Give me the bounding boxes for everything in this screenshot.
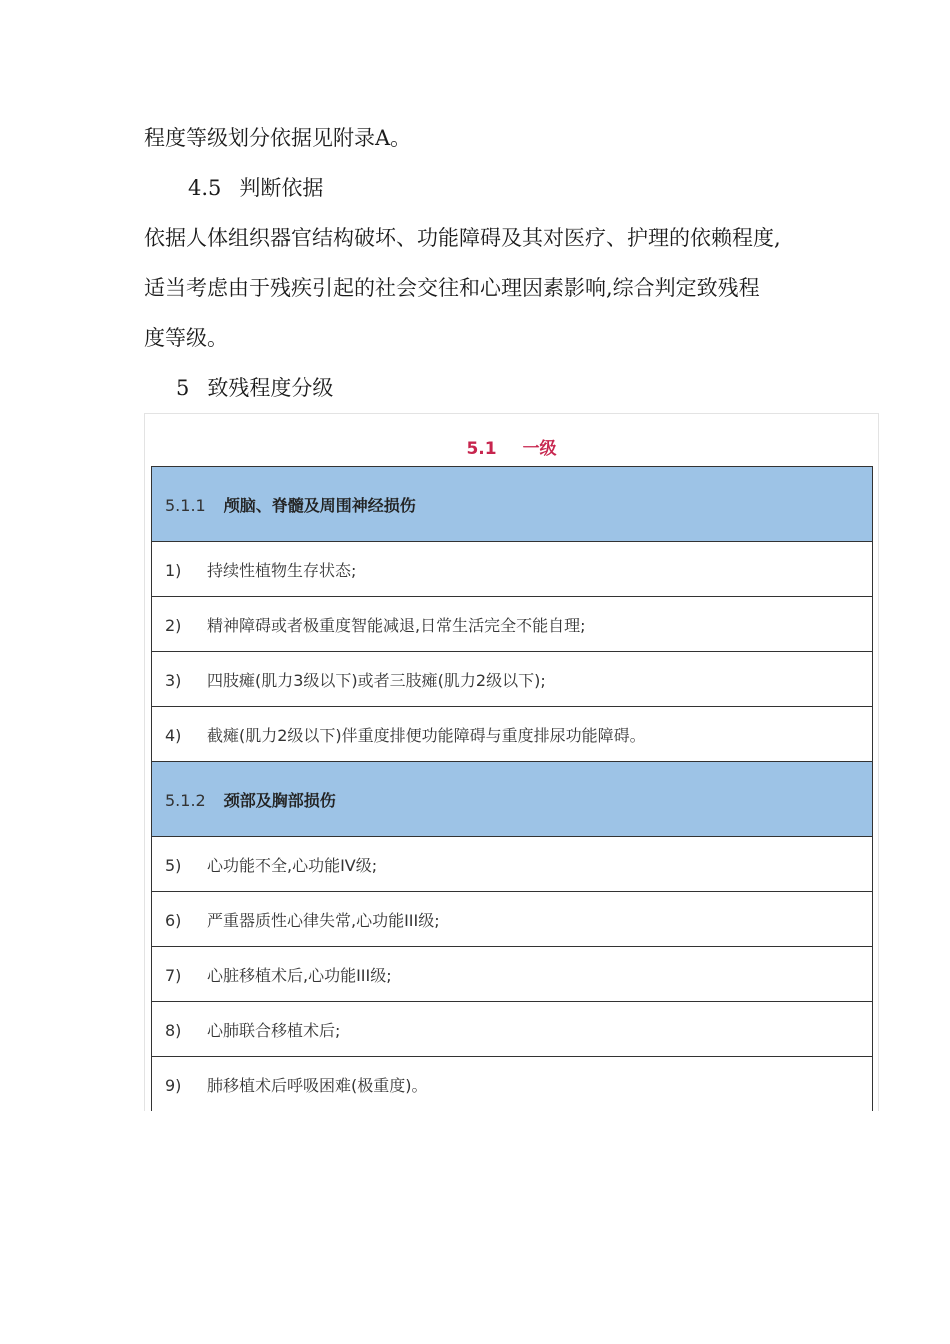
disability-grade-panel xyxy=(144,413,879,1111)
item-number: 1) xyxy=(165,560,182,580)
table-row xyxy=(152,542,873,597)
heading-4-5 xyxy=(188,172,323,202)
item-number: 9) xyxy=(165,1075,182,1095)
section-title: 颅脑、脊髓及周围神经损伤 xyxy=(223,495,416,515)
panel-title xyxy=(145,434,878,459)
paragraph-line: 程度等级划分依据见附录A。 xyxy=(144,126,412,150)
item-text: 严重器质性心律失常,心功能III级; xyxy=(207,910,440,930)
item-text: 四肢瘫(肌力3级以下)或者三肢瘫(肌力2级以下); xyxy=(207,670,546,690)
item-text: 持续性植物生存状态; xyxy=(207,560,357,580)
section-row xyxy=(152,467,873,542)
item-text: 心肺联合移植术后; xyxy=(207,1020,341,1040)
table-row xyxy=(152,597,873,652)
panel-title-number: 5.1 xyxy=(466,439,497,459)
paragraph-line: 依据人体组织器官结构破坏、功能障碍及其对医疗、护理的依赖程度, xyxy=(144,226,781,250)
item-number: 2) xyxy=(165,615,182,635)
item-text: 精神障碍或者极重度智能减退,日常生活完全不能自理; xyxy=(207,615,586,635)
heading-5 xyxy=(176,372,333,402)
table-row xyxy=(152,1002,873,1057)
table-row xyxy=(152,652,873,707)
item-text: 截瘫(肌力2级以下)伴重度排便功能障碍与重度排尿功能障碍。 xyxy=(207,725,646,745)
item-number: 3) xyxy=(165,670,182,690)
item-number: 4) xyxy=(165,725,182,745)
item-text: 肺移植术后呼吸困难(极重度)。 xyxy=(207,1075,428,1095)
section-title: 颈部及胸部损伤 xyxy=(223,790,336,810)
item-text: 心功能不全,心功能IV级; xyxy=(207,855,378,875)
heading-number: 4.5 xyxy=(188,176,222,200)
table-row xyxy=(152,707,873,762)
section-row xyxy=(152,762,873,837)
table-row xyxy=(152,837,873,892)
item-number: 7) xyxy=(165,965,182,985)
item-text: 心脏移植术后,心功能III级; xyxy=(207,965,392,985)
heading-title: 判断依据 xyxy=(239,176,324,200)
item-number: 8) xyxy=(165,1020,182,1040)
item-number: 6) xyxy=(165,910,182,930)
grade-table xyxy=(151,466,873,1111)
section-number: 5.1.1 xyxy=(165,495,206,515)
table-row xyxy=(152,947,873,1002)
paragraph-line: 适当考虑由于残疾引起的社会交往和心理因素影响,综合判定致残程 xyxy=(144,276,760,300)
panel-title-text: 一级 xyxy=(522,439,557,459)
paragraph-line: 度等级。 xyxy=(144,326,228,350)
heading-number: 5 xyxy=(176,376,190,400)
heading-title: 致残程度分级 xyxy=(207,376,334,400)
table-row xyxy=(152,1057,873,1112)
item-number: 5) xyxy=(165,855,182,875)
table-row xyxy=(152,892,873,947)
section-number: 5.1.2 xyxy=(165,790,206,810)
